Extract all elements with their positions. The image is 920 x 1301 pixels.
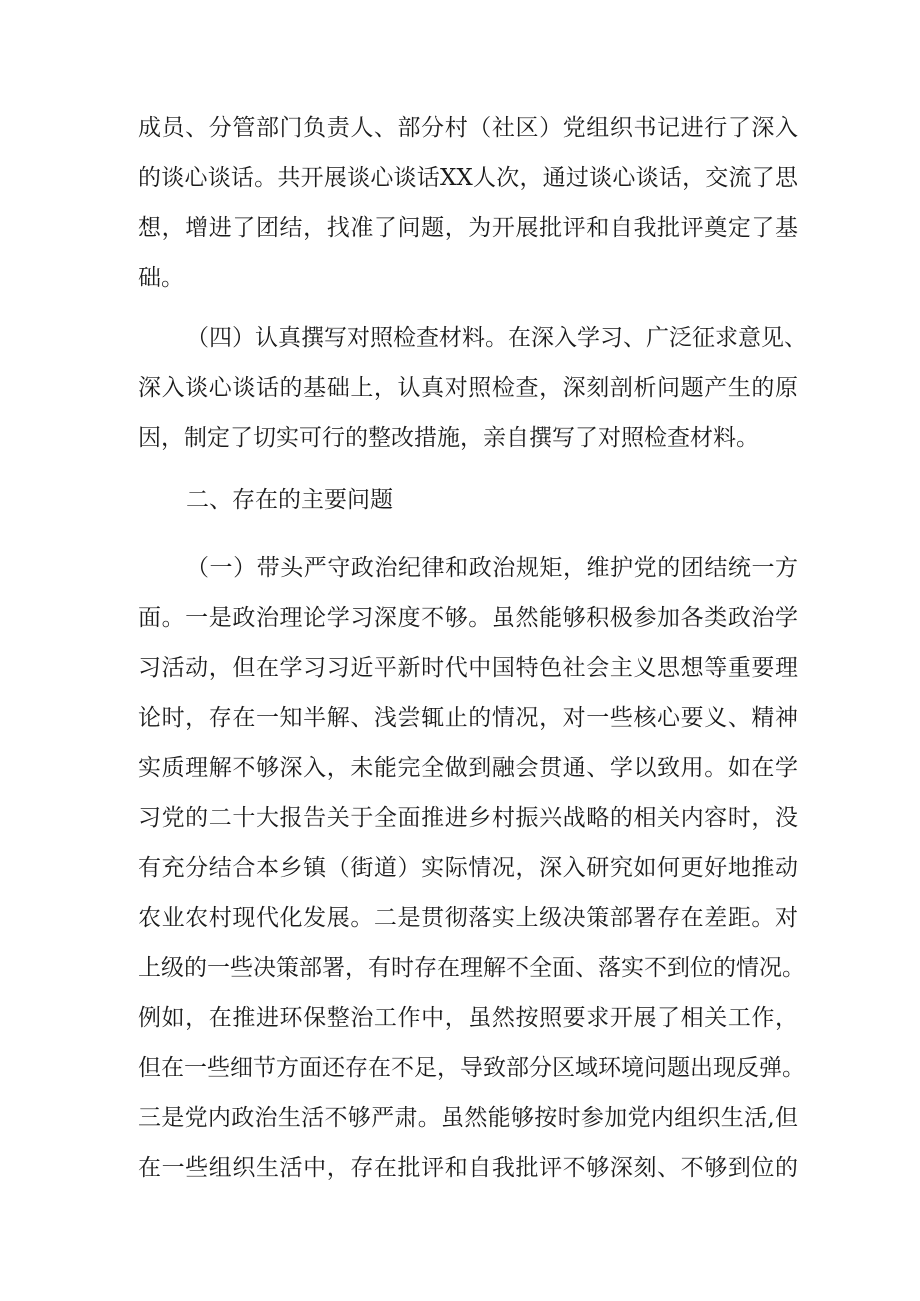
text-line: 础。 bbox=[138, 265, 184, 291]
text-line: 成员、分管部门负责人、部分村（社区）党组织书记进行了深入 bbox=[138, 115, 798, 141]
text-line: 因，制定了切实可行的整改措施，亲自撰写了对照检查材料。 bbox=[138, 425, 759, 451]
text-line: 但在一些细节方面还存在不足，导致部分区域环境问题出现反弹。 bbox=[138, 1055, 805, 1081]
text-line: 三是党内政治生活不够严肃。虽然能够按时参加党内组织生活,但 bbox=[138, 1105, 798, 1131]
text-line: 上级的一些决策部署，有时存在理解不全面、落实不到位的情况。 bbox=[138, 955, 805, 981]
text-line: 面。一是政治理论学习深度不够。虽然能够积极参加各类政治学 bbox=[138, 605, 798, 631]
text-line: 想，增进了团结，找准了问题，为开展批评和自我批评奠定了基 bbox=[138, 215, 798, 241]
text-line: 例如，在推进环保整治工作中，虽然按照要求开展了相关工作， bbox=[138, 1005, 798, 1031]
section-heading: 二、存在的主要问题 bbox=[186, 487, 393, 513]
text-line: 实质理解不够深入，未能完全做到融会贯通、学以致用。如在学 bbox=[138, 755, 798, 781]
text-line: 在一些组织生活中，存在批评和自我批评不够深刻、不够到位的 bbox=[138, 1155, 798, 1181]
text-line: 论时，存在一知半解、浅尝辄止的情况，对一些核心要义、精神 bbox=[138, 705, 798, 731]
text-line: （四）认真撰写对照检查材料。在深入学习、广泛征求意见、 bbox=[186, 325, 807, 351]
text-line: 有充分结合本乡镇（街道）实际情况，深入研究如何更好地推动 bbox=[138, 855, 798, 881]
text-line: （一）带头严守政治纪律和政治规矩，维护党的团结统一方 bbox=[186, 555, 798, 581]
text-line: 的谈心谈话。共开展谈心谈话XX人次，通过谈心谈话，交流了思 bbox=[138, 165, 798, 191]
text-line: 深入谈心谈话的基础上，认真对照检查，深刻剖析问题产生的原 bbox=[138, 375, 798, 401]
text-line: 习党的二十大报告关于全面推进乡村振兴战略的相关内容时，没 bbox=[138, 805, 798, 831]
text-line: 习活动，但在学习习近平新时代中国特色社会主义思想等重要理 bbox=[138, 655, 798, 681]
text-line: 农业农村现代化发展。二是贯彻落实上级决策部署存在差距。对 bbox=[138, 905, 798, 931]
